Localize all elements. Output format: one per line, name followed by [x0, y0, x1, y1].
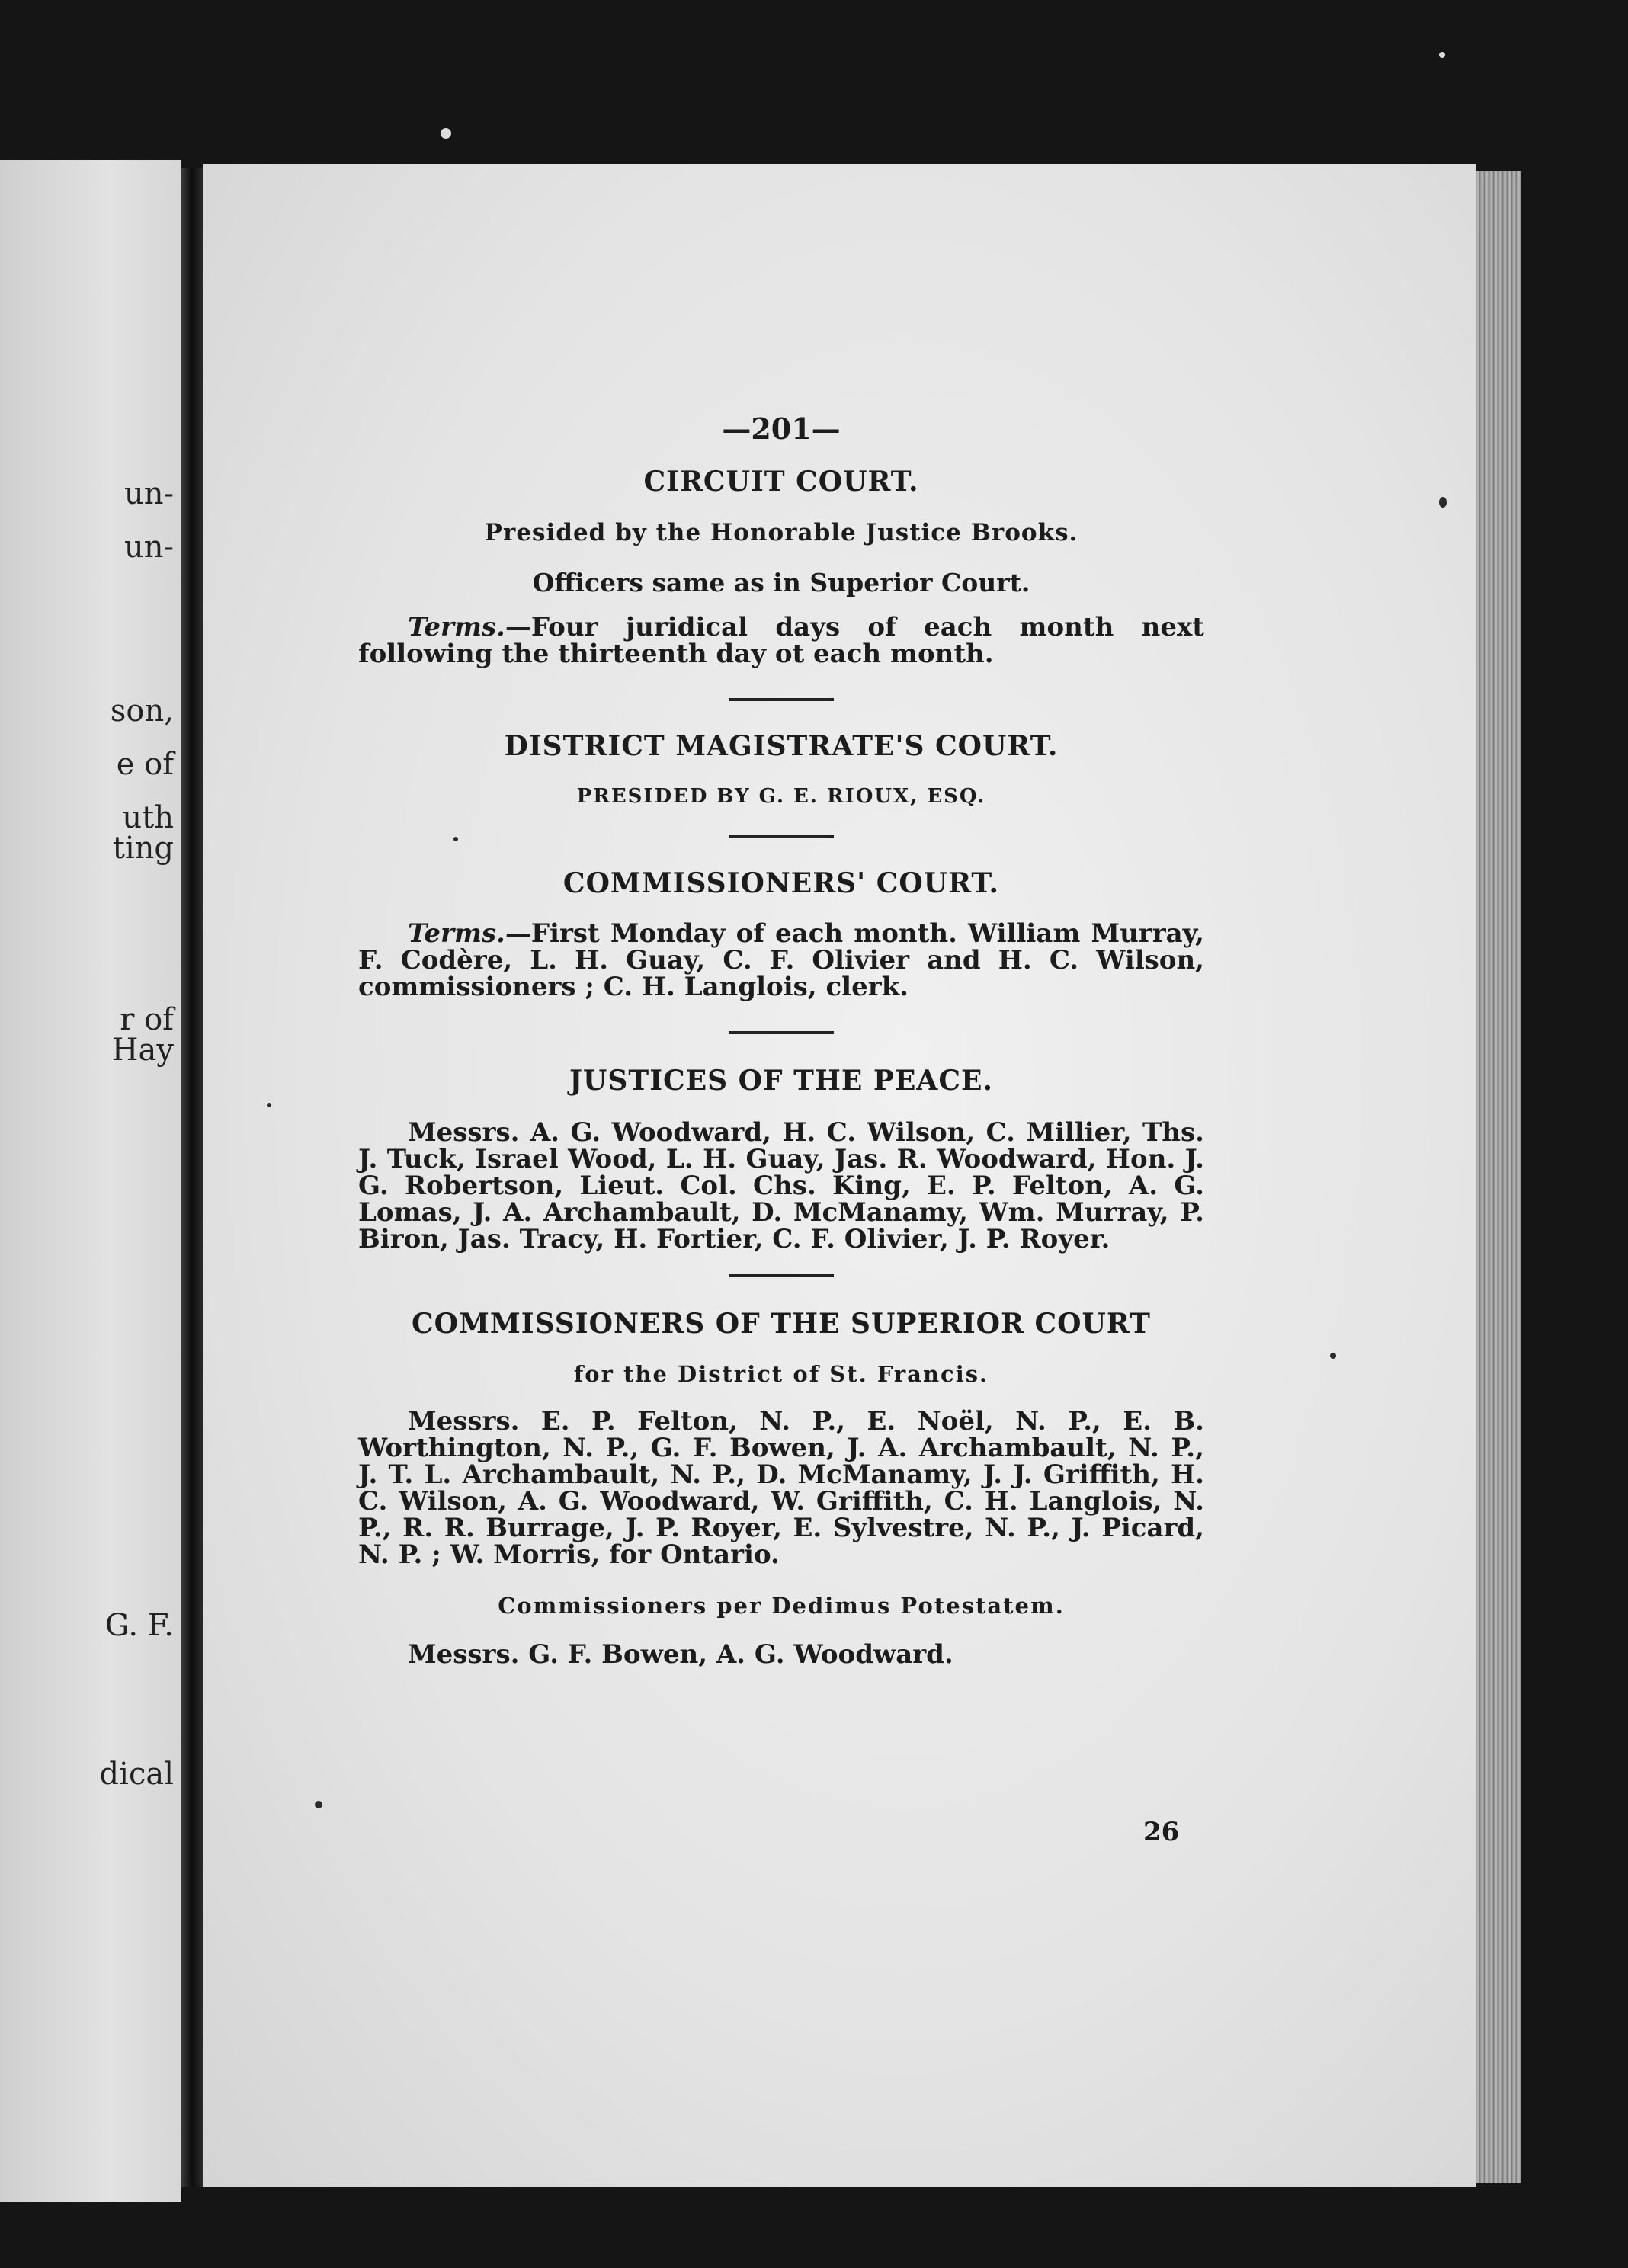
section-rule: [729, 698, 834, 701]
speck: [315, 1801, 322, 1808]
left-fragment: e of: [116, 747, 174, 782]
left-fragment: G. F.: [104, 1608, 174, 1643]
page-edge: [1476, 171, 1521, 2183]
terms-label: Terms.: [408, 612, 505, 642]
terms-label: Terms.: [408, 918, 505, 949]
dedimus-title: Commissioners per Dedimus Potestatem.: [498, 1593, 1065, 1619]
left-fragment: ting: [112, 831, 174, 866]
left-page: [0, 160, 181, 2202]
section-rule: [729, 1274, 834, 1277]
commissioners-court-terms: [358, 918, 1204, 1002]
left-fragment: r of: [120, 1002, 174, 1037]
district-magistrate-title: DISTRICT MAGISTRATE'S COURT.: [504, 730, 1059, 762]
commissioners-court-title: COMMISSIONERS' COURT.: [562, 867, 1000, 899]
circuit-court-presided: Presided by the Honorable Justice Brooks.: [484, 519, 1078, 546]
left-fragment: un-: [123, 476, 174, 511]
left-fragment: son,: [110, 694, 174, 729]
left-fragment: dical: [99, 1757, 174, 1792]
page-number: —201—: [722, 412, 841, 446]
left-fragment: un-: [123, 530, 174, 565]
book-gutter: [181, 168, 203, 2187]
speck: [1439, 497, 1447, 508]
speck: [1439, 52, 1445, 58]
circuit-court-terms: [358, 614, 1204, 668]
superior-commissioners-title: COMMISSIONERS OF THE SUPERIOR COURT: [412, 1308, 1151, 1340]
superior-commissioners-subtitle: for the District of St. Francis.: [573, 1361, 989, 1387]
dedimus-list: Messrs. G. F. Bowen, A. G. Woodward.: [408, 1639, 953, 1670]
section-rule: [729, 1031, 834, 1034]
speck: [1330, 1353, 1336, 1359]
speck: [441, 128, 451, 139]
signature-mark: 26: [1143, 1817, 1180, 1847]
circuit-court-title: CIRCUIT COURT.: [643, 466, 919, 498]
left-fragment: Hay: [111, 1033, 174, 1068]
page-content: [358, 412, 1204, 1668]
terms-text: —First Monday of each month. William Murray, F. Codère, L. H. Guay, C. F. Olivier and H. C. Wilson, commissioners ; C. H. Langlois, clerk.: [358, 918, 1204, 1002]
justices-title: JUSTICES OF THE PEACE.: [569, 1065, 993, 1097]
terms-text: —Four juridical days of each month next following the thirteenth day ot each month.: [358, 612, 1204, 669]
section-rule: [729, 835, 834, 838]
justices-list: Messrs. A. G. Woodward, H. C. Wilson, C. Millier, Ths. J. Tuck, Israel Wood, L. H. Guay, Jas. R. Woodward, Hon. J. G. Robertson, Lieut. Col. Chs. King, E. P. Felton, A. G. Lomas, J. A. Archambault, D. McManamy, Wm. Murray, P. Biron, Jas. Tracy, H. Fortier, C. F. Olivier, J. P. Royer.: [358, 1117, 1204, 1254]
speck: [267, 1103, 271, 1107]
superior-commissioners-list: Messrs. E. P. Felton, N. P., E. Noël, N. P., E. B. Worthington, N. P., G. F. Bowen, J. A. Archambault, N. P., J. T. L. Archambault, N. P., D. McManamy, J. J. Griffith, H. C. Wilson, A. G. Woodward, W. Griffith, C. H. Langlois, N. P., R. R. Burrage, J. P. Royer, E. Sylvestre, N. P., J. Picard, N. P. ; W. Morris, for Ontario.: [358, 1406, 1204, 1570]
circuit-court-officers: Officers same as in Superior Court.: [532, 568, 1030, 597]
left-fragment: uth: [122, 800, 174, 835]
district-magistrate-presided: PRESIDED BY G. E. RIOUX, ESQ.: [576, 785, 986, 808]
